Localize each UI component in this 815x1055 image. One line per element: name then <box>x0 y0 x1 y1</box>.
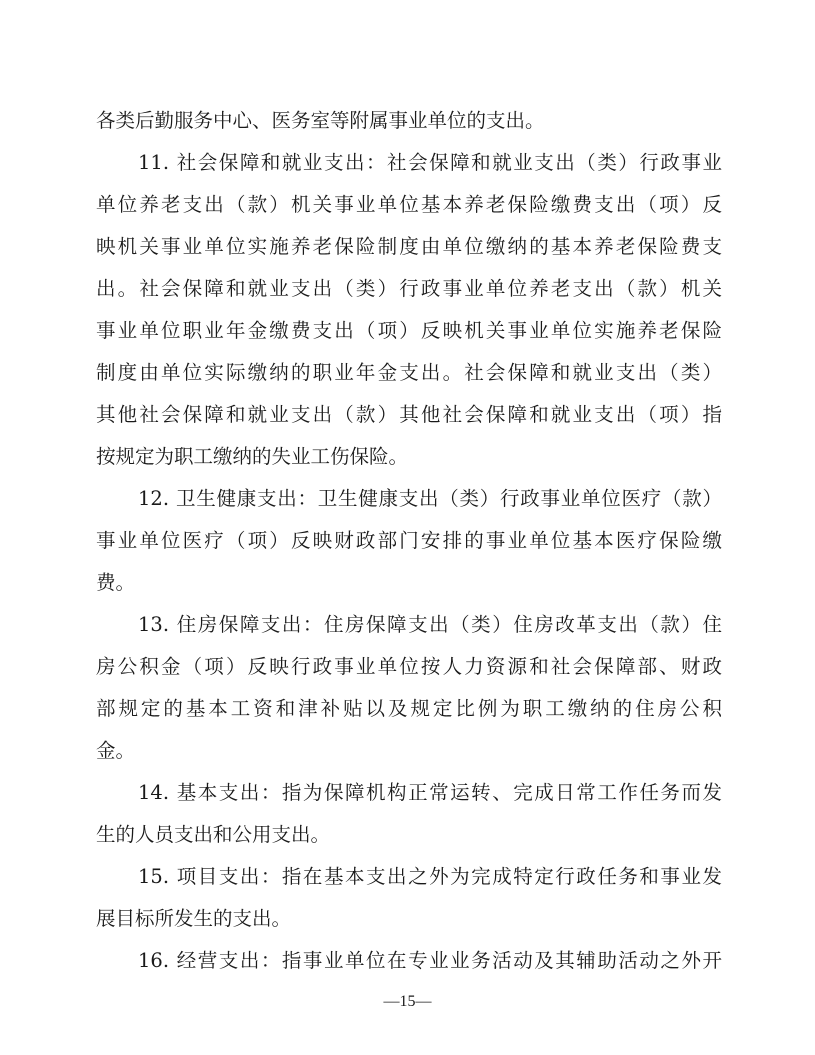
paragraph-16-start: 16. 经营支出：指事业单位在专业业务活动及其辅助活动之外开 <box>138 949 722 972</box>
text-line: 制度由单位实际缴纳的职业年金支出。社会保障和就业支出（类） <box>96 361 722 384</box>
text-line: 按规定为职工缴纳的失业工伤保险。 <box>96 445 409 468</box>
text-line: 生的人员支出和公用支出。 <box>96 823 331 846</box>
text-line: 事业单位医疗（项）反映财政部门安排的事业单位基本医疗保险缴 <box>96 529 722 552</box>
text-line: 映机关事业单位实施养老保险制度由单位缴纳的基本养老保险费支 <box>96 235 722 258</box>
page-number: —15— <box>383 993 432 1010</box>
text-line: 费。 <box>96 571 136 594</box>
paragraph-15-start: 15. 项目支出：指在基本支出之外为完成特定行政任务和事业发 <box>138 865 722 888</box>
text-line: 部规定的基本工资和津补贴以及规定比例为职工缴纳的住房公积 <box>96 697 722 720</box>
paragraph-13-start: 13. 住房保障支出：住房保障支出（类）住房改革支出（款）住 <box>138 613 722 636</box>
text-line: 事业单位职业年金缴费支出（项）反映机关事业单位实施养老保险 <box>96 319 722 342</box>
text-line: 其他社会保障和就业支出（款）其他社会保障和就业支出（项）指 <box>96 403 722 426</box>
text-line: 单位养老支出（款）机关事业单位基本养老保险缴费支出（项）反 <box>96 193 722 216</box>
text-line: 出。社会保障和就业支出（类）行政事业单位养老支出（款）机关 <box>96 277 722 300</box>
paragraph-11-start: 11. 社会保障和就业支出：社会保障和就业支出（类）行政事业 <box>138 151 722 174</box>
text-line: 金。 <box>96 739 136 762</box>
paragraph-14-start: 14. 基本支出：指为保障机构正常运转、完成日常工作任务而发 <box>138 781 722 804</box>
text-line: 展目标所发生的支出。 <box>96 907 292 930</box>
text-line: 房公积金（项）反映行政事业单位按人力资源和社会保障部、财政 <box>96 655 722 678</box>
text-line: 各类后勤服务中心、医务室等附属事业单位的支出。 <box>96 109 545 132</box>
paragraph-12-start: 12. 卫生健康支出：卫生健康支出（类）行政事业单位医疗（款） <box>138 487 722 510</box>
